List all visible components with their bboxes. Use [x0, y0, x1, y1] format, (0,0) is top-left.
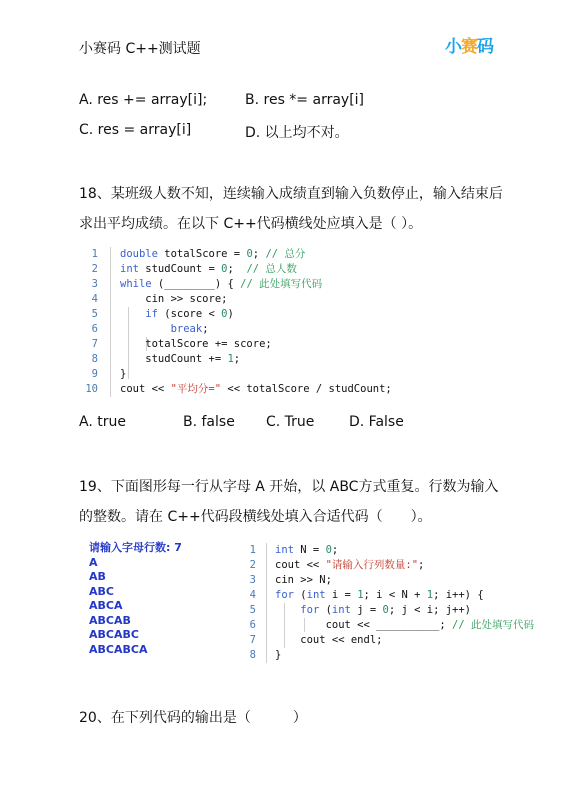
q18-option-b: B. false [183, 414, 235, 430]
q18-question-text: 18、某班级人数不知，连续输入成绩直到输入负数停止，输入结束后求出平均成绩。在以下 C++代码横线处应填入是（ ）。 [79, 186, 503, 232]
q19-code-line: cin >> N; [275, 574, 332, 586]
q18-option-d: D. False [349, 414, 404, 430]
q19-code-line: cout << endl; [275, 634, 383, 646]
q19-line-number: 8 [249, 649, 256, 661]
q18-line-number: 2 [91, 263, 98, 275]
output-line: ABC [89, 584, 114, 598]
q19-code-line: } [275, 649, 282, 661]
q17-option-c: C. res = array[i] [79, 122, 192, 138]
q19-line-number: 4 [249, 589, 256, 601]
q19-line-number: 3 [249, 574, 256, 586]
page-header-title: 小赛码 C++测试题 [79, 41, 201, 57]
q18-code-line: if (score < 0) [145, 308, 234, 320]
q18-code-line: cout << "平均分=" << totalScore / studCount; [120, 383, 392, 395]
q19-code-line: for (int i = 1; i < N + 1; i++) { [275, 589, 484, 601]
q19-code-block [238, 543, 538, 668]
q18-line-number: 3 [91, 278, 98, 290]
q18-line-number: 9 [91, 368, 98, 380]
q19-code-line: for (int j = 0; j < i; j++) [300, 604, 472, 616]
q18-option-a: A. true [79, 414, 126, 430]
output-line: ABCAB [89, 613, 131, 627]
q18-code-line: break; [170, 323, 209, 335]
q19-sample-output [89, 541, 182, 657]
q18-code-line: studCount += 1; [120, 353, 241, 365]
q19-question-text: 19、下面图形每一行从字母 A 开始，以 ABC方式重复。行数为输入的整数。请在 C++代码段横线处填入合适代码（ ）。 [79, 479, 499, 525]
q17-option-a: A. res += array[i]; [79, 92, 208, 108]
q18-line-number: 6 [91, 323, 98, 335]
q19-code-line: int N = 0; [275, 544, 339, 556]
output-line: A [89, 555, 98, 569]
q17-option-b: B. res *= array[i] [245, 92, 365, 108]
q18-line-number: 5 [91, 308, 98, 320]
q18-line-number: 8 [91, 353, 98, 365]
q18-code-line: } [120, 368, 127, 380]
q19-line-number: 6 [249, 619, 256, 631]
q18-code-line: totalScore += score; [120, 338, 272, 350]
q20-question-text: 20、在下列代码的输出是（ ） [79, 710, 307, 726]
q18-line-number: 10 [85, 383, 98, 395]
output-line: ABCA [89, 599, 123, 612]
q18-code-line: cin >> score; [120, 293, 228, 305]
output-line: ABCABCA [89, 642, 148, 656]
q18-code-line: int studCount = 0; // 总人数 [120, 263, 297, 275]
q19-code-line: cout << __________; // 此处填写代码 [275, 619, 534, 631]
q19-line-number: 5 [249, 604, 256, 616]
output-line: 请输入字母行数: 7 [89, 541, 182, 554]
q18-line-number: 7 [91, 338, 98, 350]
q18-line-number: 1 [91, 248, 98, 260]
brand-logo: 小赛码 [445, 37, 493, 57]
q19-line-number: 1 [249, 544, 256, 556]
q19-code-line: cout << "请输入行列数量:"; [275, 559, 425, 571]
output-line: AB [89, 570, 106, 583]
q17-option-d: D. 以上均不对。 [245, 125, 349, 141]
q19-line-number: 7 [249, 634, 256, 646]
q18-code-line: while (________) { // 此处填写代码 [120, 278, 323, 290]
output-line: ABCABC [89, 628, 139, 641]
q19-line-number: 2 [249, 559, 256, 571]
q18-code-line: double totalScore = 0; // 总分 [120, 248, 306, 260]
q18-line-number: 4 [91, 293, 98, 305]
q18-option-c: C. True [266, 414, 315, 430]
q18-code-block [80, 247, 410, 402]
